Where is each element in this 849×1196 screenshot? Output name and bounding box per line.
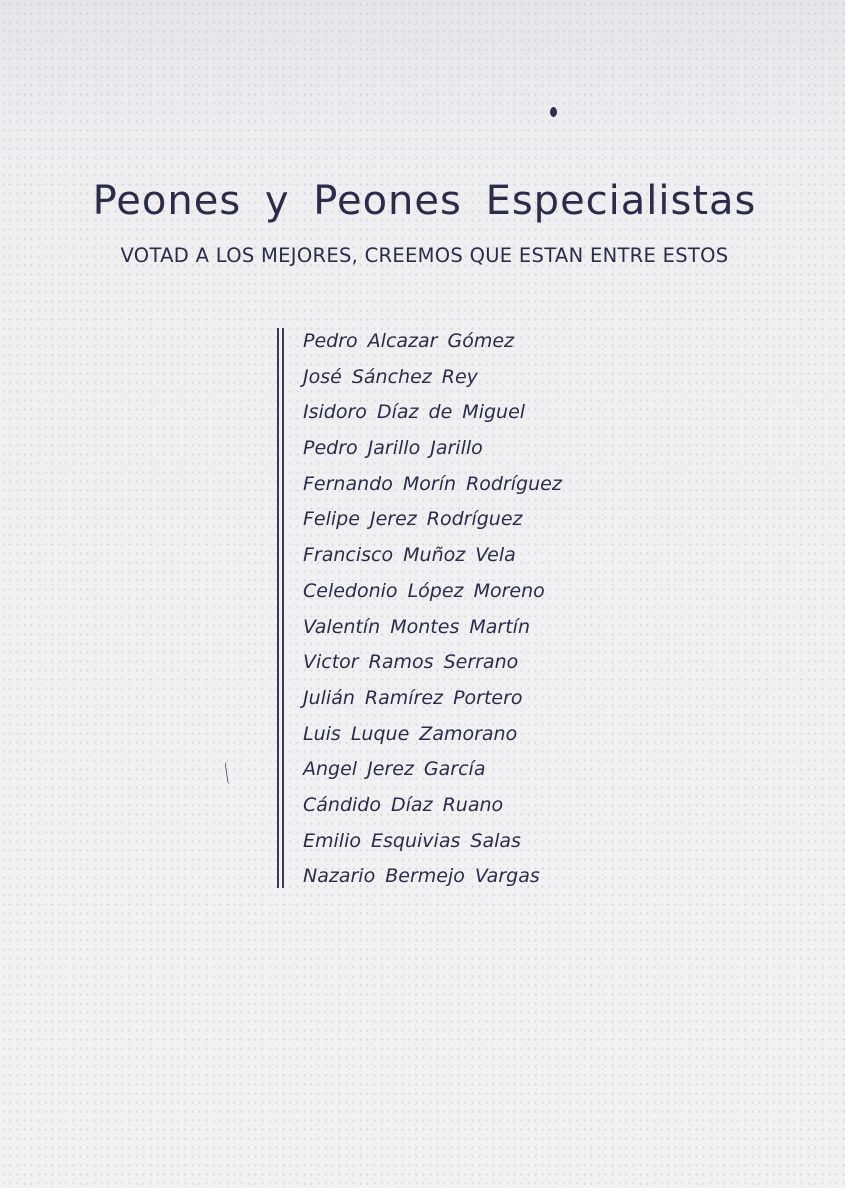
candidate-name: Celedonio López Moreno (303, 579, 545, 602)
candidate-name: Victor Ramos Serrano (303, 651, 519, 674)
candidate-name: Felipe Jerez Rodríguez (303, 508, 523, 531)
double-rule-left (277, 328, 279, 888)
candidate-name: José Sánchez Rey (303, 365, 478, 388)
candidate-name: Angel Jerez García (303, 758, 486, 781)
page-subtitle: VOTAD A LOS MEJORES, CREEMOS QUE ESTAN ENTRE ESTOS (120, 244, 729, 267)
page-title: Peones y Peones Especialistas (92, 178, 757, 224)
candidate-name: Julián Ramírez Portero (303, 686, 523, 709)
stray-pencil-mark (224, 762, 230, 784)
double-rule-right (282, 328, 284, 888)
ink-speck (550, 107, 557, 117)
candidate-name: Francisco Muñoz Vela (303, 544, 516, 567)
candidate-name: Emilio Esquivias Salas (303, 829, 521, 852)
candidate-name: Luis Luque Zamorano (303, 722, 518, 745)
candidate-name: Valentín Montes Martín (303, 615, 531, 638)
candidate-name: Pedro Alcazar Gómez (303, 330, 515, 352)
candidate-name: Nazario Bermejo Vargas (303, 865, 540, 888)
scan-edge-right (845, 0, 849, 1196)
candidate-name: Cándido Díaz Ruano (303, 793, 504, 816)
candidate-name: Isidoro Díaz de Miguel (303, 401, 526, 424)
candidate-list (303, 326, 562, 897)
candidate-name: Fernando Morín Rodríguez (303, 472, 562, 495)
scan-edge-bottom (0, 1188, 849, 1196)
candidate-name: Pedro Jarillo Jarillo (303, 437, 483, 460)
